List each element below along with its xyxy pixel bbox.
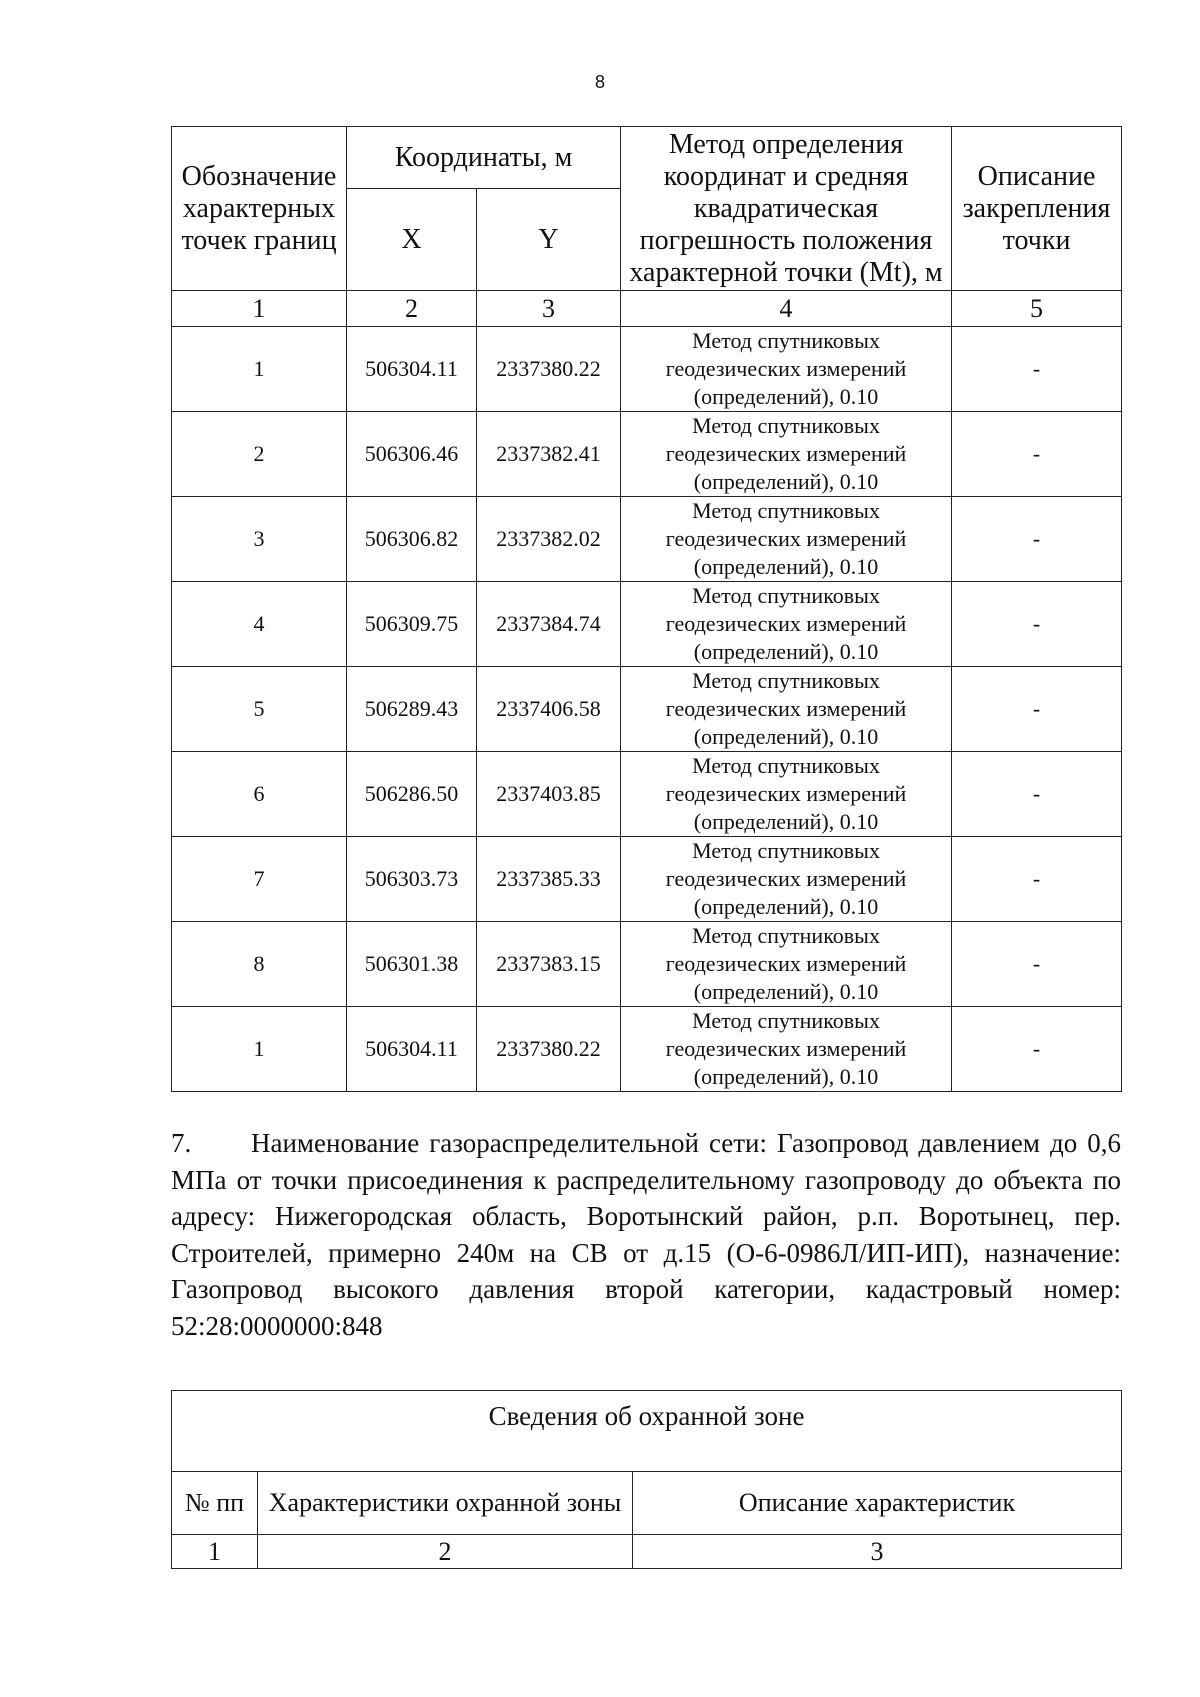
zone-table-title: Сведения об охранной зоне [172,1391,1122,1472]
x-coordinate-cell: 506303.73 [347,837,477,922]
method-cell: Метод спутниковых геодезических измерений (определений), 0.10 [621,327,952,412]
x-coordinate-cell: 506286.50 [347,752,477,837]
point-cell: 1 [172,1007,347,1092]
x-coordinate-cell: 506309.75 [347,582,477,667]
description-cell: - [952,752,1122,837]
method-cell: Метод спутниковых геодезических измерений (определений), 0.10 [621,412,952,497]
x-coordinate-cell: 506289.43 [347,667,477,752]
table-row [172,667,1122,752]
point-cell: 4 [172,582,347,667]
y-coordinate-cell: 2337384.74 [477,582,621,667]
description-cell: - [952,582,1122,667]
x-coordinate-cell: 506304.11 [347,1007,477,1092]
y-coordinate-cell: 2337383.15 [477,922,621,1007]
header-x: X [347,189,477,291]
zone-column-number: 1 [172,1535,258,1569]
header-row-number: № пп [172,1472,258,1535]
header-method: Метод определения координат и средняя квадратическая погрешность положения характерной точки (Mt), м [621,127,952,291]
point-cell: 3 [172,497,347,582]
y-coordinate-cell: 2337382.02 [477,497,621,582]
header-y: Y [477,189,621,291]
network-description-paragraph [171,1125,1121,1344]
x-coordinate-cell: 506304.11 [347,327,477,412]
x-coordinate-cell: 506301.38 [347,922,477,1007]
table-row [172,582,1122,667]
header-description: Описание закрепления точки [952,127,1122,291]
column-number: 5 [952,291,1122,327]
method-cell: Метод спутниковых геодезических измерений (определений), 0.10 [621,752,952,837]
x-coordinate-cell: 506306.82 [347,497,477,582]
y-coordinate-cell: 2337403.85 [477,752,621,837]
point-cell: 5 [172,667,347,752]
table-row [172,1007,1122,1092]
header-coordinates: Координаты, м [347,127,621,189]
description-cell: - [952,1007,1122,1092]
column-number: 1 [172,291,347,327]
y-coordinate-cell: 2337380.22 [477,327,621,412]
column-number: 2 [347,291,477,327]
page-number: 8 [594,72,605,92]
description-cell: - [952,837,1122,922]
point-cell: 7 [172,837,347,922]
protection-zone-table [171,1390,1122,1569]
description-cell: - [952,667,1122,752]
description-cell: - [952,922,1122,1007]
description-cell: - [952,497,1122,582]
description-cell: - [952,412,1122,497]
paragraph-number: 7. [171,1128,192,1158]
zone-column-number: 3 [633,1535,1122,1569]
point-cell: 6 [172,752,347,837]
method-cell: Метод спутниковых геодезических измерений (определений), 0.10 [621,582,952,667]
zone-column-number: 2 [258,1535,633,1569]
table-row [172,497,1122,582]
description-cell: - [952,327,1122,412]
column-number: 3 [477,291,621,327]
table-row [172,922,1122,1007]
column-numbers-row [172,291,1122,327]
point-cell: 2 [172,412,347,497]
method-cell: Метод спутниковых геодезических измерений (определений), 0.10 [621,497,952,582]
y-coordinate-cell: 2337380.22 [477,1007,621,1092]
table-row [172,837,1122,922]
paragraph-text: Наименование газораспределительной сети: Газопровод давлением до 0,6 МПа от точки присоединения к распределительному газопроводу до объекта по адресу: Нижегородская область, Воротынский район, р.п. Воротынец, пер. Строителей, примерно 240м на СВ от д.15 (О-6-0986Л/ИП-ИП), назначение: Газопровод высокого давления второй категории, кадастровый номер: 52:28:0000000:848 [171,1128,1121,1341]
method-cell: Метод спутниковых геодезических измерений (определений), 0.10 [621,667,952,752]
column-number: 4 [621,291,952,327]
point-cell: 8 [172,922,347,1007]
method-cell: Метод спутниковых геодезических измерений (определений), 0.10 [621,922,952,1007]
method-cell: Метод спутниковых геодезических измерений (определений), 0.10 [621,837,952,922]
header-characteristics-description: Описание характеристик [633,1472,1122,1535]
table-row [172,327,1122,412]
y-coordinate-cell: 2337385.33 [477,837,621,922]
header-zone-characteristics: Характеристики охранной зоны [258,1472,633,1535]
y-coordinate-cell: 2337406.58 [477,667,621,752]
y-coordinate-cell: 2337382.41 [477,412,621,497]
coordinates-table [171,126,1122,1092]
x-coordinate-cell: 506306.46 [347,412,477,497]
table-row [172,412,1122,497]
point-cell: 1 [172,327,347,412]
header-designation: Обозначение характерных точек границ [172,127,347,291]
table-row [172,752,1122,837]
method-cell: Метод спутниковых геодезических измерений (определений), 0.10 [621,1007,952,1092]
